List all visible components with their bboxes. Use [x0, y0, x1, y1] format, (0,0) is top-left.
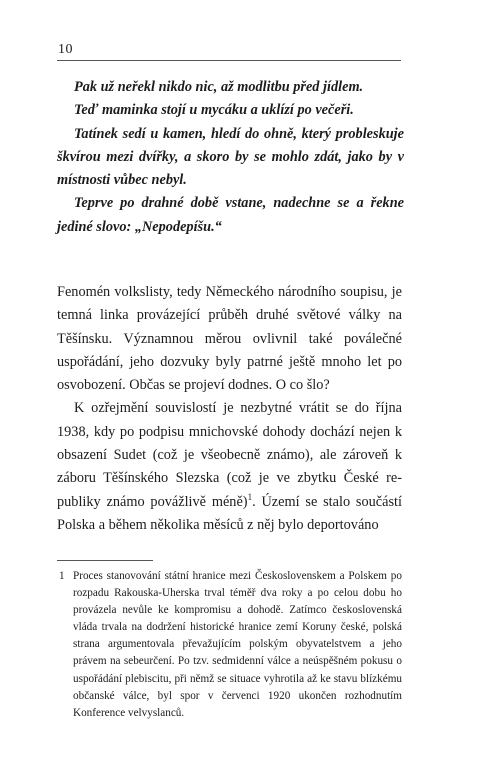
body-paragraph: [57, 397, 402, 537]
footnote-text: Proces stanovování státní hranice mezi Československem a Polskem po rozpadu Rakouska-Uherska trval téměř dva roky a po celou dobu ho provázela nevůle ke kompromisu a dohodě. Zatímco československá vláda trvala na dodržení historické hranice zemí Koruny české, polská strana argumentovala převažujícím polským obyvatelstvem a jeho právem na sebeurčení. Po tzv. sedmidenní válce a neúspěšném pokusu o uspořádání plebiscitu, při němž se situace vyhrotila až ke stavu blízkému občanské válce, byl spor v červenci 1920 ukončen rozhodnutím Konference velvyslanců.: [73, 570, 402, 719]
italic-excerpt: [57, 76, 404, 239]
body-text-span: K ozřejmění souvislostí je nezbytné vrátit se do října 1938, kdy po podpisu mnichovské dohody dochází nejen k obsazení Sudet (což je všeobecně známo), ale zároveň k záboru Těšínského Slezska (což je ve zbytku České republiky známo povážlivě méně): [57, 400, 402, 510]
excerpt-paragraph: Tatínek sedí u kamen, hledí do ohně, který probleskuje škvírou mezi dvířky, a skoro by se mohlo zdát, jako by v místnosti vůbec nebyl.: [57, 125, 404, 189]
footnote: [57, 568, 402, 722]
footnote-number: 1: [59, 570, 65, 582]
page-number: 10: [58, 42, 73, 57]
footnote-rule: [57, 560, 153, 561]
body-text-span: . Území se stalo součástí Polska a během několika měsíců z něj bylo deportováno: [57, 493, 402, 533]
excerpt-paragraph: Pak už neřekl nikdo nic, až modlitbu před jídlem.: [74, 79, 364, 95]
body-paragraph: Fenomén volkslisty, tedy Německého národního soupisu, je temná linka provázející průběh druhé světové války na Těšínsku. Významnou měrou ovlivnil také poválečné uspořádání, jeho dozvuky byly patrné ještě mnoho let po osvobození. Občas se projeví dodnes. O co šlo?: [57, 284, 402, 394]
header-rule: [57, 60, 401, 61]
body-text: [57, 281, 402, 537]
excerpt-paragraph: Teprve po drahné době vstane, nadechne se a řekne jediné slovo: „Nepodepíšu.“: [57, 195, 404, 235]
footnote-reference: 1: [247, 491, 253, 502]
excerpt-paragraph: Teď maminka stojí u mycáku a uklízí po večeři.: [74, 102, 354, 119]
